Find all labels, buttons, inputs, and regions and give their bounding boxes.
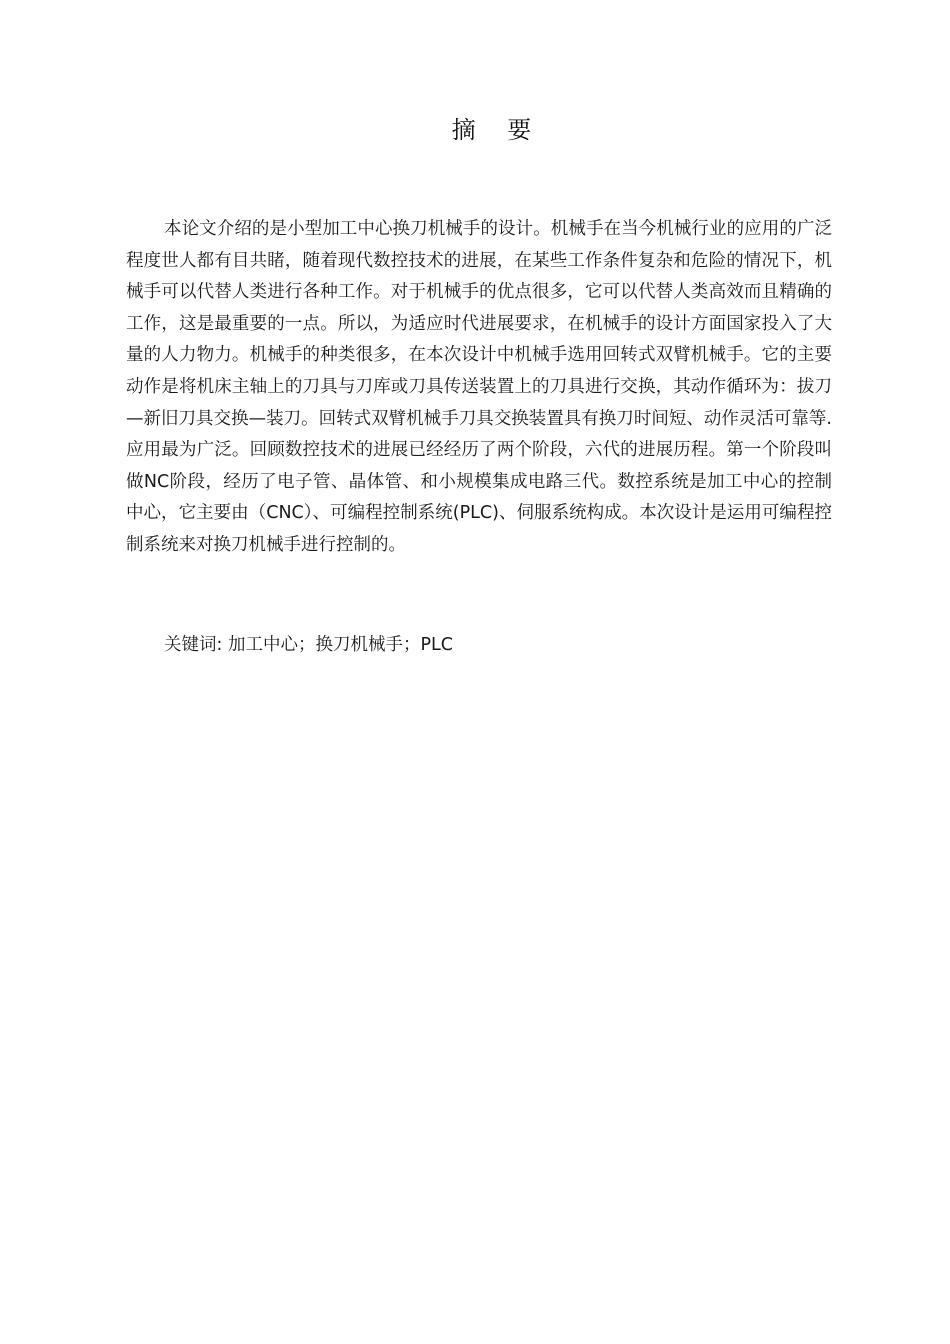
abstract-paragraph: 本论文介绍的是小型加工中心换刀机械手的设计。机械手在当今机械行业的应用的广泛程度世人都有目共睹，随着现代数控技术的进展，在某些工作条件复杂和危险的情况下，机械手可以代替人类进行各种工作。对于机械手的优点很多，它可以代替人类高效而且精确的工作，这是最重要的一点。所以，为适应时代进展要求，在机械手的设计方面国家投入了大量的人力物力。机械手的种类很多，在本次设计中机械手选用回转式双臂机械手。它的主要动作是将机床主轴上的刀具与刀库或刀具传送装置上的刀具进行交换，其动作循环为：拔刀—新旧刀具交换—装刀。回转式双臂机械手刀具交换装置具有换刀时间短、动作灵活可靠等.应用最为广泛。回顾数控技术的进展已经经历了两个阶段，六代的进展历程。第一个阶段叫做NC阶段，经历了电子管、晶体管、和小规模集成电路三代。数控系统是加工中心的控制中心，它主要由（CNC）、可编程控制系统(PLC)、伺服系统构成。本次设计是运用可编程控制系统来对换刀机械手进行控制的。	[126, 219, 832, 555]
keywords-line: 关键词: 加工中心；换刀机械手；PLC	[164, 635, 453, 655]
page-title: 摘 要	[451, 116, 544, 144]
